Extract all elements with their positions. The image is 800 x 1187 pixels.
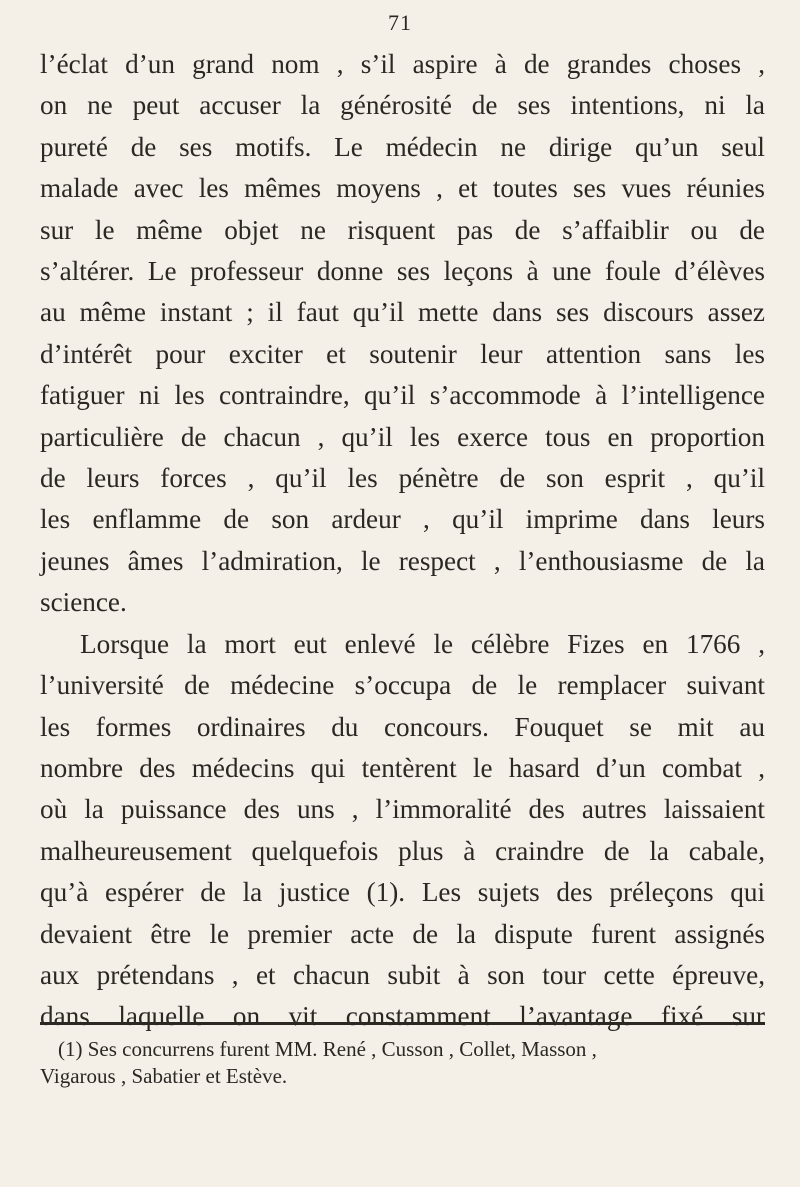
footnote bbox=[40, 1036, 765, 1090]
text-line: fatiguer ni les contraindre, qu’il s’accommode à l’intelligence bbox=[40, 380, 765, 411]
footnote-divider bbox=[40, 1022, 765, 1025]
text-line: pureté de ses motifs. Le médecin ne dirige qu’un seul bbox=[40, 131, 765, 162]
text-line: l’université de médecine s’occupa de le remplacer suivant bbox=[40, 670, 765, 701]
text-line: nombre des médecins qui tentèrent le hasard d’un combat , bbox=[40, 752, 765, 783]
text-line: les enflamme de son ardeur , qu’il imprime dans leurs bbox=[40, 504, 765, 535]
text-line: au même instant ; il faut qu’il mette dans ses discours assez bbox=[40, 297, 765, 328]
body-text bbox=[40, 44, 765, 1038]
text-line: on ne peut accuser la générosité de ses intentions, ni la bbox=[40, 90, 765, 121]
text-line: jeunes âmes l’admiration, le respect , l’enthousiasme de la bbox=[40, 545, 765, 576]
text-line: aux prétendans , et chacun subit à son tour cette épreuve, bbox=[40, 959, 765, 990]
footnote-line: (1) Ses concurrens furent MM. René , Cusson , Collet, Masson , bbox=[58, 1037, 597, 1061]
text-line: de leurs forces , qu’il les pénètre de son esprit , qu’il bbox=[40, 463, 765, 494]
text-line: sur le même objet ne risquent pas de s’affaiblir ou de bbox=[40, 214, 765, 245]
text-line: malade avec les mêmes moyens , et toutes ses vues réunies bbox=[40, 173, 765, 204]
text-line: science. bbox=[40, 587, 127, 618]
footnote-line: Vigarous , Sabatier et Estève. bbox=[40, 1064, 288, 1088]
text-line: où la puissance des uns , l’immoralité des autres laissaient bbox=[40, 794, 765, 825]
text-line: Lorsque la mort eut enlevé le célèbre Fizes en 1766 , bbox=[80, 628, 765, 659]
page-number: 71 bbox=[388, 10, 412, 35]
text-line: les formes ordinaires du concours. Fouquet se mit au bbox=[40, 711, 765, 742]
text-line: dans laquelle on vit constamment l’avantage fixé sur bbox=[40, 1001, 765, 1032]
text-line: d’intérêt pour exciter et soutenir leur attention sans les bbox=[40, 338, 765, 369]
text-line: particulière de chacun , qu’il les exerce tous en proportion bbox=[40, 421, 765, 452]
text-line: s’altérer. Le professeur donne ses leçons à une foule d’élèves bbox=[40, 256, 765, 287]
text-line: l’éclat d’un grand nom , s’il aspire à de grandes choses , bbox=[40, 49, 765, 79]
text-line: devaient être le premier acte de la dispute furent assignés bbox=[40, 918, 765, 949]
text-line: qu’à espérer de la justice (1). Les sujets des préleçons qui bbox=[40, 877, 765, 908]
text-line: malheureusement quelquefois plus à craindre de la cabale, bbox=[40, 835, 765, 866]
